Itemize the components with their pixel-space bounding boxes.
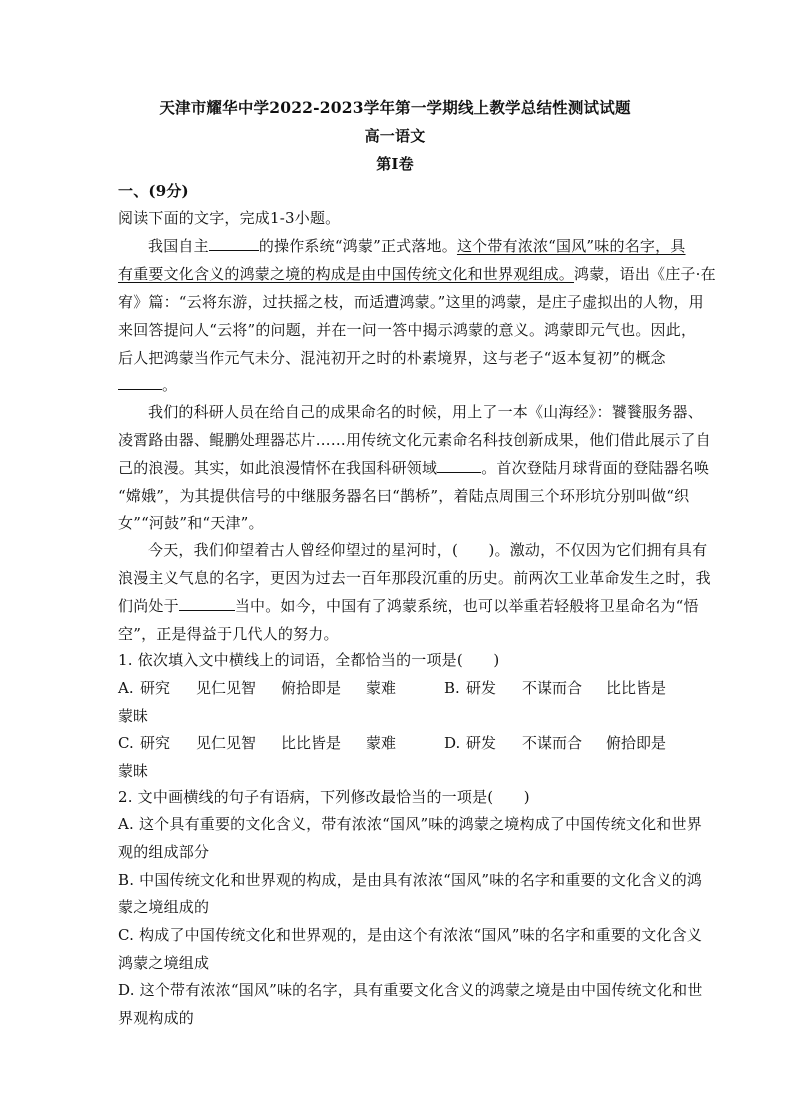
passage-line bbox=[148, 236, 686, 256]
option-letter: B. bbox=[444, 679, 460, 697]
option-word: 研究 bbox=[140, 679, 171, 697]
option-word: 蒙难 bbox=[366, 679, 397, 697]
q2-option-a-cont: 观的组成部分 bbox=[118, 843, 210, 861]
exam-title: 天津市耀华中学2022-2023学年第一学期线上教学总结性测试试题 bbox=[159, 98, 631, 117]
q2-option-c-cont: 鸿蒙之境组成 bbox=[118, 954, 210, 972]
option-word: 蒙昧 bbox=[118, 707, 149, 725]
q2-option-b: B. 中国传统文化和世界观的构成，是由具有浓浓“国风”味的名字和重要的文化含义的鸿 bbox=[118, 871, 703, 889]
passage-line: 女”“河鼓”和“天津”。 bbox=[118, 514, 264, 532]
q2-option-b-cont: 蒙之境组成的 bbox=[118, 898, 210, 916]
question-2-stem: 2. 文中画横线的句子有语病，下列修改最恰当的一项是( ) bbox=[118, 788, 530, 806]
passage-text: 。 bbox=[162, 376, 178, 394]
fill-blank-4b bbox=[179, 596, 235, 611]
passage-text: 当中。如今，中国有了鸿蒙系统，也可以举重若轻般将卫星命名为“悟 bbox=[234, 597, 699, 615]
passage-text: 们尚处于 bbox=[118, 597, 179, 615]
option-word: 俯拾即是 bbox=[281, 679, 342, 697]
passage-text: 的操作系统“鸿蒙”正式落地。 bbox=[258, 237, 457, 255]
passage-line bbox=[118, 458, 709, 478]
option-letter: D. bbox=[444, 734, 461, 752]
passage-line: 空”，正是得益于几代人的努力。 bbox=[118, 625, 339, 643]
option-word: 比比皆是 bbox=[281, 734, 342, 752]
passage-line: 凌霄路由器、鲲鹏处理器芯片……用传统文化元素命名科技创新成果，他们借此展示了自 bbox=[118, 431, 711, 449]
option-word: 研发 bbox=[466, 734, 497, 752]
option-word: 研究 bbox=[140, 734, 171, 752]
volume-title: 第Ⅰ卷 bbox=[376, 155, 414, 173]
section-heading: 一、(9分) bbox=[118, 182, 189, 200]
passage-text: 己的浪漫。其实，如此浪漫情怀在我国科研领域 bbox=[118, 459, 438, 477]
option-word: 不谋而合 bbox=[522, 734, 583, 752]
fill-blank-4 bbox=[118, 375, 162, 390]
passage-line bbox=[118, 596, 699, 616]
passage-text: 我国自主 bbox=[148, 237, 209, 255]
option-word: 俯拾即是 bbox=[606, 734, 667, 752]
option-letter: C. bbox=[118, 734, 134, 752]
passage-text: 鸿蒙，语出《庄子·在 bbox=[574, 265, 716, 283]
option-word: 不谋而合 bbox=[522, 679, 583, 697]
passage-line: 后人把鸿蒙当作元气未分、混沌初开之时的朴素境界，这与老子“返本复初”的概念 bbox=[118, 349, 666, 367]
passage-line: 浪漫主义气息的名字，更因为过去一百年那段沉重的历史。前两次工业革命发生之时，我 bbox=[118, 569, 711, 587]
passage-line bbox=[118, 375, 177, 395]
underlined-sentence: 有重要文化含义的鸿蒙之境的构成是由中国传统文化和世界观组成。 bbox=[118, 265, 575, 283]
passage-line: 今天，我们仰望着古人曾经仰望过的星河时，( )。激动，不仅因为它们拥有具有 bbox=[148, 541, 708, 559]
passage-line: “嫦娥”，为其提供信号的中继服务器名曰“鹊桥”，着陆点周围三个环形坑分别叫做“织 bbox=[118, 487, 690, 505]
subject-title: 高一语文 bbox=[364, 127, 426, 145]
passage-text: 。首次登陆月球背面的登陆器名唤 bbox=[481, 459, 710, 477]
q2-option-a: A. 这个具有重要的文化含义，带有浓浓“国风”味的鸿蒙之境构成了中国传统文化和世界 bbox=[118, 815, 702, 833]
question-1-stem: 1. 依次填入文中横线上的词语，全都恰当的一项是( ) bbox=[118, 651, 500, 669]
option-word: 比比皆是 bbox=[606, 679, 667, 697]
option-word: 蒙难 bbox=[366, 734, 397, 752]
passage-line: 宥》篇：“云将东游，过扶摇之枝，而适遭鸿蒙。”这里的鸿蒙，是庄子虚拟出的人物，用 bbox=[118, 293, 704, 311]
passage-line: 来回答提问人“云将”的问题，并在一问一答中揭示鸿蒙的意义。鸿蒙即元气也。因此， bbox=[118, 321, 697, 339]
section-instruction: 阅读下面的文字，完成1-3小题。 bbox=[118, 209, 341, 227]
passage-line: 我们的科研人员在给自己的成果命名的时候，用上了一本《山海经》：饕餮服务器、 bbox=[148, 403, 703, 421]
underlined-sentence: 这个带有浓浓“国风”味的名字，具 bbox=[456, 237, 686, 255]
q2-option-c: C. 构成了中国传统文化和世界观的，是由这个有浓浓“国风”味的名字和重要的文化含义 bbox=[118, 926, 703, 944]
option-word: 研发 bbox=[466, 679, 497, 697]
fill-blank-3 bbox=[437, 458, 481, 473]
option-letter: A. bbox=[118, 679, 134, 697]
q2-option-d: D. 这个带有浓浓“国风”味的名字，具有重要文化含义的鸿蒙之境是由中国传统文化和世 bbox=[118, 981, 703, 999]
option-word: 见仁见智 bbox=[196, 734, 257, 752]
passage-line bbox=[118, 264, 716, 284]
option-word: 见仁见智 bbox=[196, 679, 257, 697]
q2-option-d-cont: 界观构成的 bbox=[118, 1009, 195, 1027]
fill-blank-1 bbox=[209, 236, 259, 251]
option-word: 蒙昧 bbox=[118, 762, 149, 780]
